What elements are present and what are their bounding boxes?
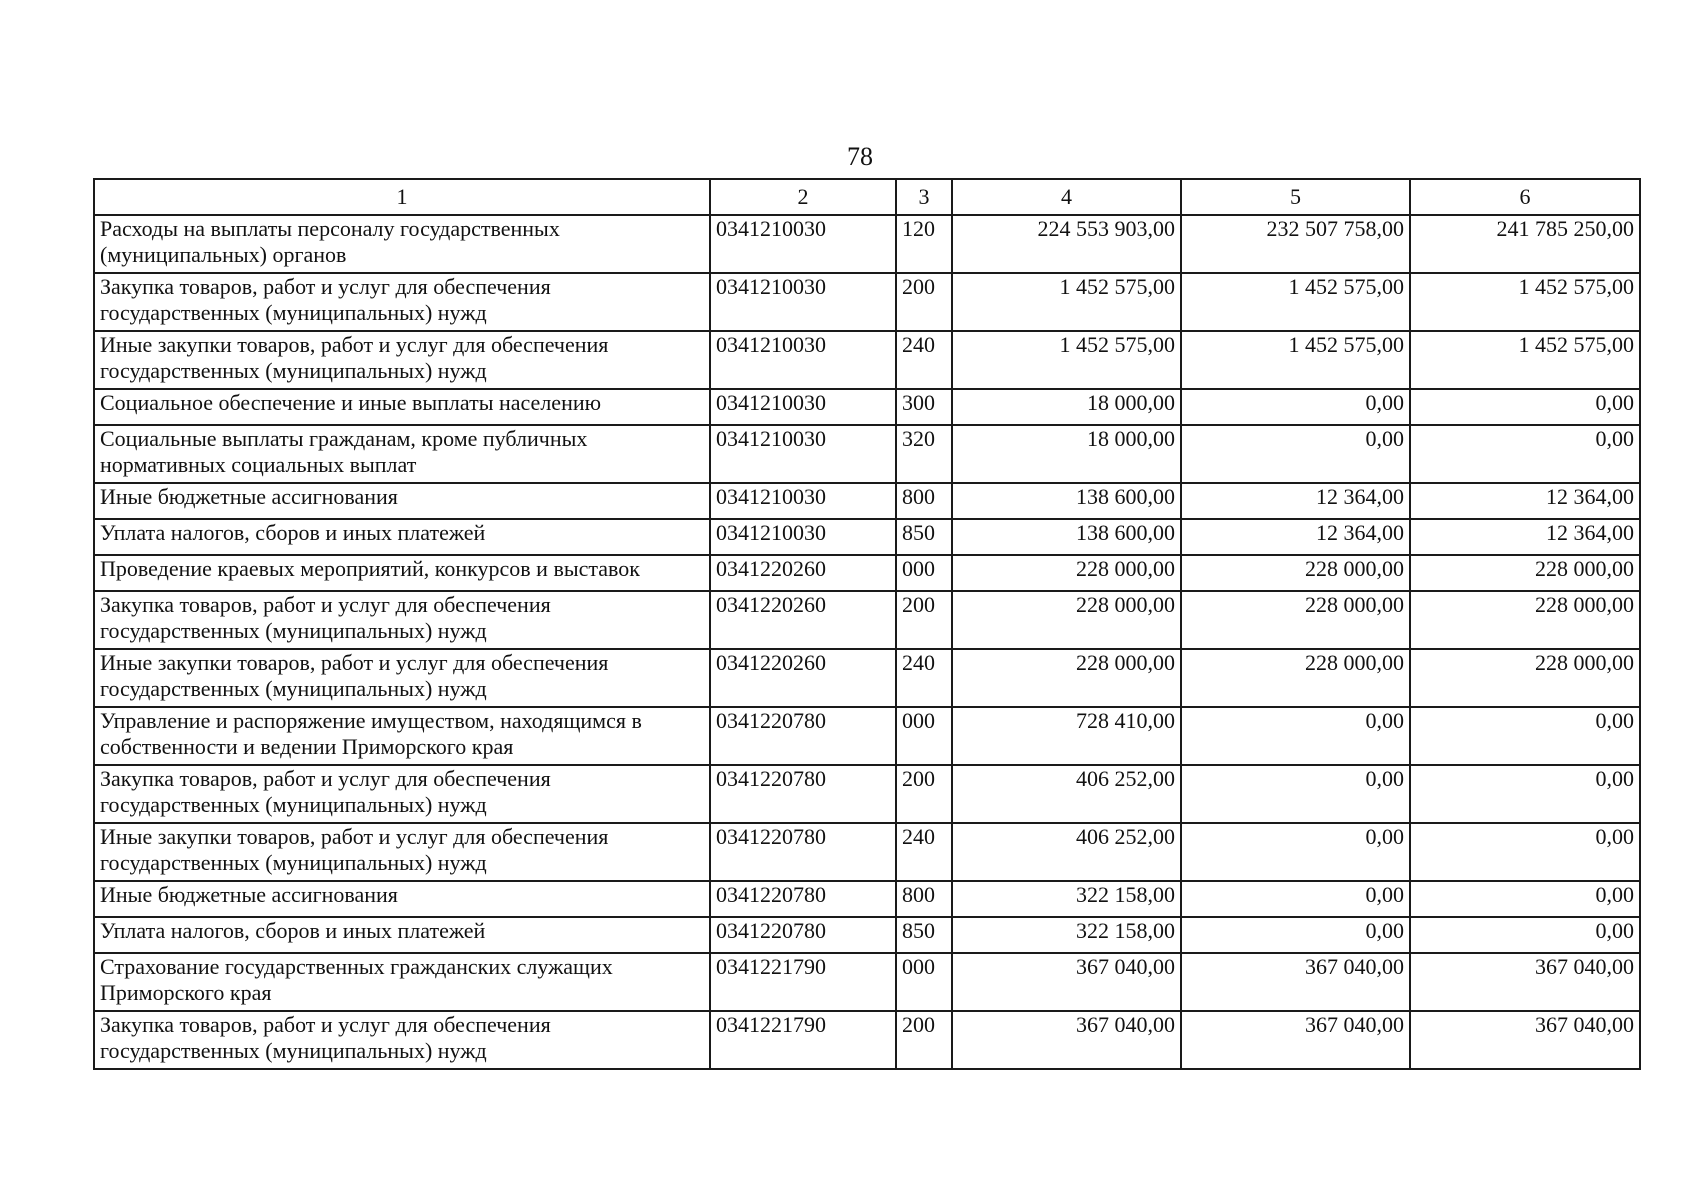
amount-col5-cell: 12 364,00	[1181, 519, 1410, 555]
target-code-cell: 0341210030	[710, 215, 896, 273]
amount-col5-cell: 1 452 575,00	[1181, 273, 1410, 331]
row-name-cell: Управление и распоряжение имуществом, находящимся в собственности и ведении Приморского края	[94, 707, 710, 765]
amount-col4-cell: 367 040,00	[952, 953, 1181, 1011]
target-code-cell: 0341220260	[710, 649, 896, 707]
budget-table	[93, 178, 1641, 1070]
amount-col6-cell: 1 452 575,00	[1410, 331, 1640, 389]
table-row	[94, 215, 1640, 273]
amount-col5-cell: 0,00	[1181, 389, 1410, 425]
column-header: 5	[1181, 179, 1410, 215]
amount-col5-cell: 228 000,00	[1181, 591, 1410, 649]
amount-col4-cell: 322 158,00	[952, 881, 1181, 917]
table-row	[94, 823, 1640, 881]
amount-col5-cell: 0,00	[1181, 917, 1410, 953]
target-code-cell: 0341210030	[710, 483, 896, 519]
amount-col5-cell: 367 040,00	[1181, 953, 1410, 1011]
row-name-cell: Уплата налогов, сборов и иных платежей	[94, 917, 710, 953]
table-row	[94, 331, 1640, 389]
target-code-cell: 0341210030	[710, 519, 896, 555]
amount-col5-cell: 0,00	[1181, 823, 1410, 881]
amount-col6-cell: 0,00	[1410, 881, 1640, 917]
target-code-cell: 0341220780	[710, 881, 896, 917]
row-name-cell: Иные бюджетные ассигнования	[94, 881, 710, 917]
expense-type-cell: 800	[896, 881, 952, 917]
row-name-cell: Закупка товаров, работ и услуг для обеспечения государственных (муниципальных) нужд	[94, 765, 710, 823]
amount-col4-cell: 18 000,00	[952, 389, 1181, 425]
target-code-cell: 0341210030	[710, 425, 896, 483]
table-row	[94, 273, 1640, 331]
row-name-cell: Закупка товаров, работ и услуг для обеспечения государственных (муниципальных) нужд	[94, 1011, 710, 1069]
row-name-cell: Проведение краевых мероприятий, конкурсов и выставок	[94, 555, 710, 591]
column-header: 6	[1410, 179, 1640, 215]
amount-col6-cell: 12 364,00	[1410, 483, 1640, 519]
amount-col6-cell: 0,00	[1410, 765, 1640, 823]
expense-type-cell: 200	[896, 273, 952, 331]
table-row	[94, 917, 1640, 953]
table-row	[94, 649, 1640, 707]
table-row	[94, 881, 1640, 917]
expense-type-cell: 000	[896, 707, 952, 765]
amount-col5-cell: 1 452 575,00	[1181, 331, 1410, 389]
amount-col4-cell: 1 452 575,00	[952, 273, 1181, 331]
expense-type-cell: 240	[896, 331, 952, 389]
amount-col6-cell: 0,00	[1410, 425, 1640, 483]
amount-col5-cell: 12 364,00	[1181, 483, 1410, 519]
amount-col4-cell: 138 600,00	[952, 483, 1181, 519]
target-code-cell: 0341210030	[710, 273, 896, 331]
expense-type-cell: 200	[896, 765, 952, 823]
row-name-cell: Социальное обеспечение и иные выплаты населению	[94, 389, 710, 425]
target-code-cell: 0341220780	[710, 823, 896, 881]
table-row	[94, 591, 1640, 649]
amount-col4-cell: 228 000,00	[952, 555, 1181, 591]
amount-col4-cell: 18 000,00	[952, 425, 1181, 483]
amount-col4-cell: 406 252,00	[952, 823, 1181, 881]
amount-col6-cell: 0,00	[1410, 389, 1640, 425]
row-name-cell: Иные закупки товаров, работ и услуг для обеспечения государственных (муниципальных) нужд	[94, 649, 710, 707]
amount-col5-cell: 0,00	[1181, 881, 1410, 917]
expense-type-cell: 800	[896, 483, 952, 519]
amount-col6-cell: 241 785 250,00	[1410, 215, 1640, 273]
column-header: 4	[952, 179, 1181, 215]
expense-type-cell: 240	[896, 649, 952, 707]
amount-col6-cell: 228 000,00	[1410, 591, 1640, 649]
expense-type-cell: 200	[896, 1011, 952, 1069]
amount-col5-cell: 228 000,00	[1181, 649, 1410, 707]
target-code-cell: 0341210030	[710, 389, 896, 425]
amount-col6-cell: 228 000,00	[1410, 649, 1640, 707]
target-code-cell: 0341220780	[710, 707, 896, 765]
amount-col6-cell: 228 000,00	[1410, 555, 1640, 591]
table-row	[94, 707, 1640, 765]
expense-type-cell: 000	[896, 953, 952, 1011]
amount-col4-cell: 406 252,00	[952, 765, 1181, 823]
page-number: 78	[847, 142, 873, 171]
expense-type-cell: 850	[896, 917, 952, 953]
expense-type-cell: 300	[896, 389, 952, 425]
amount-col5-cell: 0,00	[1181, 707, 1410, 765]
table-row	[94, 483, 1640, 519]
row-name-cell: Иные закупки товаров, работ и услуг для обеспечения государственных (муниципальных) нужд	[94, 331, 710, 389]
amount-col5-cell: 367 040,00	[1181, 1011, 1410, 1069]
row-name-cell: Закупка товаров, работ и услуг для обеспечения государственных (муниципальных) нужд	[94, 273, 710, 331]
table-row	[94, 389, 1640, 425]
table-row	[94, 765, 1640, 823]
amount-col6-cell: 367 040,00	[1410, 953, 1640, 1011]
target-code-cell: 0341210030	[710, 331, 896, 389]
column-header: 1	[94, 179, 710, 215]
target-code-cell: 0341220260	[710, 591, 896, 649]
amount-col4-cell: 728 410,00	[952, 707, 1181, 765]
row-name-cell: Расходы на выплаты персоналу государственных (муниципальных) органов	[94, 215, 710, 273]
table-body	[94, 215, 1640, 1069]
table-row	[94, 425, 1640, 483]
target-code-cell: 0341221790	[710, 1011, 896, 1069]
amount-col4-cell: 367 040,00	[952, 1011, 1181, 1069]
amount-col6-cell: 367 040,00	[1410, 1011, 1640, 1069]
table-row	[94, 555, 1640, 591]
target-code-cell: 0341220780	[710, 765, 896, 823]
table-row	[94, 519, 1640, 555]
amount-col6-cell: 0,00	[1410, 917, 1640, 953]
amount-col4-cell: 224 553 903,00	[952, 215, 1181, 273]
target-code-cell: 0341221790	[710, 953, 896, 1011]
row-name-cell: Иные закупки товаров, работ и услуг для обеспечения государственных (муниципальных) нужд	[94, 823, 710, 881]
row-name-cell: Страхование государственных гражданских служащих Приморского края	[94, 953, 710, 1011]
table-row	[94, 953, 1640, 1011]
expense-type-cell: 850	[896, 519, 952, 555]
column-header: 3	[896, 179, 952, 215]
amount-col6-cell: 12 364,00	[1410, 519, 1640, 555]
amount-col5-cell: 232 507 758,00	[1181, 215, 1410, 273]
amount-col5-cell: 0,00	[1181, 425, 1410, 483]
target-code-cell: 0341220260	[710, 555, 896, 591]
row-name-cell: Закупка товаров, работ и услуг для обеспечения государственных (муниципальных) нужд	[94, 591, 710, 649]
amount-col4-cell: 228 000,00	[952, 649, 1181, 707]
table-header-row	[94, 179, 1640, 215]
amount-col6-cell: 0,00	[1410, 707, 1640, 765]
amount-col6-cell: 1 452 575,00	[1410, 273, 1640, 331]
amount-col4-cell: 322 158,00	[952, 917, 1181, 953]
expense-type-cell: 120	[896, 215, 952, 273]
expense-type-cell: 000	[896, 555, 952, 591]
amount-col4-cell: 138 600,00	[952, 519, 1181, 555]
amount-col4-cell: 228 000,00	[952, 591, 1181, 649]
amount-col6-cell: 0,00	[1410, 823, 1640, 881]
row-name-cell: Иные бюджетные ассигнования	[94, 483, 710, 519]
target-code-cell: 0341220780	[710, 917, 896, 953]
amount-col4-cell: 1 452 575,00	[952, 331, 1181, 389]
column-header: 2	[710, 179, 896, 215]
expense-type-cell: 200	[896, 591, 952, 649]
expense-type-cell: 240	[896, 823, 952, 881]
amount-col5-cell: 0,00	[1181, 765, 1410, 823]
table-row	[94, 1011, 1640, 1069]
row-name-cell: Уплата налогов, сборов и иных платежей	[94, 519, 710, 555]
row-name-cell: Социальные выплаты гражданам, кроме публичных нормативных социальных выплат	[94, 425, 710, 483]
amount-col5-cell: 228 000,00	[1181, 555, 1410, 591]
expense-type-cell: 320	[896, 425, 952, 483]
